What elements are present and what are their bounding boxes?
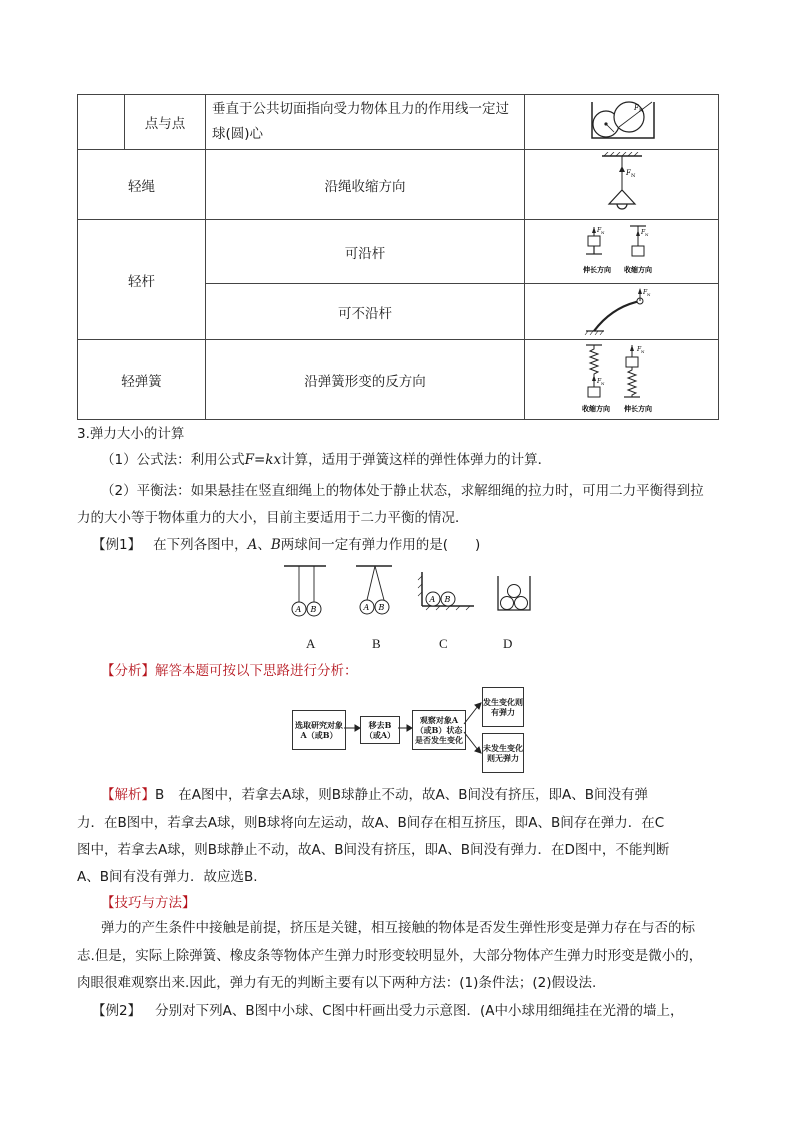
solution-line2: 力．在B图中，若拿去A球，则B球将向左运动，故A、B间存在相互挤压，即A、B间存在弹力．在C (77, 815, 665, 831)
example1-figures (280, 560, 540, 622)
solution-answer: B (155, 787, 165, 803)
table-cell-empty (78, 95, 125, 150)
svg-text:N: N (600, 229, 604, 235)
table-row (78, 95, 719, 150)
svg-text:N: N (630, 172, 635, 179)
svg-text:N: N (640, 348, 644, 354)
figure-b (356, 566, 392, 614)
table-cell-type: 点与点 (125, 95, 206, 150)
tips-line1: 弹力的产生条件中接触是前提，挤压是关键，相互接触的物体是否发生弹性形变是弹力存在与否的标 (101, 920, 695, 936)
svg-text:N: N (646, 291, 650, 297)
figure-d (498, 576, 530, 610)
point-contact-figure (525, 95, 719, 150)
fn-label: F (633, 104, 639, 112)
flow-result-no: 未发生变化则无弹力 (482, 733, 524, 773)
table-cell-direction: 垂直于公共切面指向受力物体且力的作用线一定过球(圆)心 (206, 95, 525, 150)
example1-tag: 【例1】 (92, 537, 142, 553)
rod-bent-figure (525, 284, 719, 340)
rope-lamp-figure (525, 150, 719, 220)
example2-question: 【例2】 分别对下列A、B图中小球、C图中杆画出受力示意图．(A中小球用细绳挂在光滑的墙上， (92, 1003, 684, 1019)
svg-text:F: F (596, 377, 601, 385)
table-cell-direction: 沿绳收缩方向 (206, 150, 525, 220)
flow-step-observe: 观察对象A（或B）状态是否发生变化 (412, 710, 466, 750)
balance-method-line2: 力的大小等于物体重力的大小，目前主要适用于二力平衡的情况． (77, 510, 469, 526)
svg-text:B: B (378, 603, 385, 612)
option-c: C (439, 636, 448, 651)
formula: F=kx (244, 452, 282, 468)
table-row (78, 220, 719, 284)
flow-result-yes: 发生变化则有弹力 (482, 687, 524, 727)
table-cell-direction: 沿弹簧形变的反方向 (206, 340, 525, 420)
figure-c (418, 572, 474, 610)
svg-text:F: F (640, 228, 645, 236)
svg-text:A: A (429, 595, 436, 604)
rod-along-figure (525, 220, 719, 284)
table-cell-type: 轻杆 (78, 220, 206, 340)
table-cell-type: 轻绳 (78, 150, 206, 220)
example1-question: 【例1】 在下列各图中，A、B两球间一定有弹力作用的是( ) (92, 537, 481, 553)
svg-text:收缩方向: 收缩方向 (581, 404, 610, 413)
svg-text:F: F (625, 168, 631, 177)
table-cell-direction: 可沿杆 (206, 220, 525, 284)
elastic-force-direction-table (77, 94, 719, 420)
svg-text:F: F (636, 345, 641, 353)
option-b: B (372, 636, 381, 651)
svg-text:A: A (295, 605, 302, 614)
tips-line3: 肉眼很难观察出来.因此，弹力有无的判断主要有以下两种方法：(1)条件法；(2)假设法. (77, 975, 597, 991)
shrink-dir-label: 收缩方向 (623, 265, 652, 274)
table-cell-type: 轻弹簧 (78, 340, 206, 420)
spring-figure (525, 340, 719, 420)
option-a: A (306, 636, 316, 651)
fn-sub: N (638, 108, 643, 114)
svg-text:B: B (310, 605, 317, 614)
example2-tag: 【例2】 (92, 1003, 142, 1019)
flow-step-remove: 移去B（或A） (360, 716, 400, 744)
balance-method-line1: （2）平衡法：如果悬挂在竖直细绳上的物体处于静止状态，求解细绳的拉力时，可用二力平衡得到拉 (101, 483, 704, 499)
table-row (78, 150, 719, 220)
table-row (78, 340, 719, 420)
table-cell-direction: 可不沿杆 (206, 284, 525, 340)
tips-title: 【技巧与方法】 (101, 895, 196, 911)
option-d: D (503, 636, 513, 651)
svg-text:B: B (444, 595, 451, 604)
svg-text:F: F (642, 288, 647, 296)
solution-line1: 【解析】B 在A图中，若拿去A球，则B球静止不动，故A、B间没有挤压，即A、B间没有弹 (101, 787, 648, 803)
analysis-line: 【分析】解答本题可按以下思路进行分析： (101, 663, 358, 679)
analysis-tag: 【分析】 (101, 663, 155, 679)
stretch-dir-label: 伸长方向 (582, 265, 611, 274)
formula-method-paragraph: （1）公式法：利用公式F=kx计算，适用于弹簧这样的弹性体弹力的计算． (101, 452, 552, 468)
tips-line2: 志.但是，实际上除弹簧、橡皮条等物体产生弹力时形变较明显外，大部分物体产生弹力时形变是微小的， (77, 948, 703, 964)
flow-step-select: 选取研究对象A（或B） (292, 710, 346, 750)
section-heading: 3.弹力大小的计算 (77, 426, 185, 442)
svg-text:伸长方向: 伸长方向 (623, 404, 652, 413)
figure-a (284, 566, 326, 616)
solution-line3: 图中，若拿去A球，则B球静止不动，故A、B间没有挤压，即A、B间没有弹力．在D图中，不能判断 (77, 842, 670, 858)
svg-text:F: F (596, 226, 601, 234)
svg-text:A: A (363, 603, 370, 612)
solution-line4: A、B间有没有弹力．故应选B. (77, 869, 258, 885)
svg-text:N: N (644, 231, 648, 237)
svg-text:N: N (600, 380, 604, 386)
solution-tag: 【解析】 (101, 787, 155, 803)
